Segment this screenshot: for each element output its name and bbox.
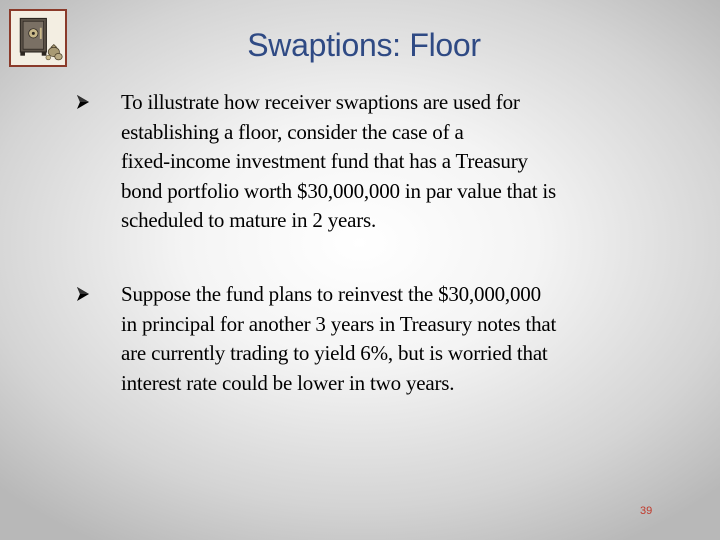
arrowhead-bullet-icon (76, 94, 90, 110)
arrowhead-bullet-icon (76, 286, 90, 302)
bullet-text: Suppose the fund plans to reinvest the $30,000,000 in principal for another 3 years in Treasury notes that are currently trading to yield 6%, but is worried that interest rate could be lower in two years. (121, 282, 557, 395)
bullet-text: To illustrate how receiver swaptions are used for establishing a floor, consider the case of a fixed-income investment fund that has a Treasury bond portfolio worth $30,000,000 in par value that is scheduled to mature in 2 years. (121, 90, 557, 232)
slide-title: Swaptions: Floor (247, 27, 481, 63)
page-number: 39 (640, 505, 653, 517)
